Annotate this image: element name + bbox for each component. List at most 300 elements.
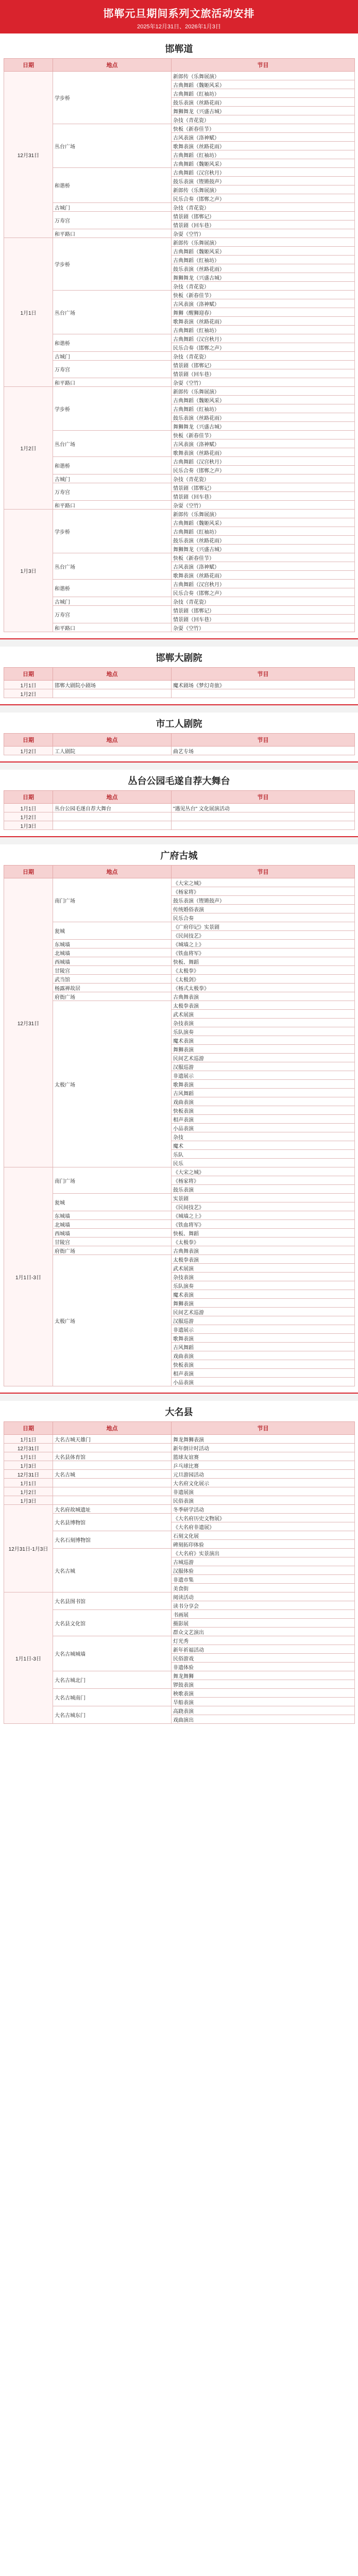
table-row [4,1211,355,1220]
program-cell: 元旦游园活动 [172,1470,355,1479]
table-row [4,975,355,984]
program-cell: 歌舞表演 [172,1080,355,1089]
venue-cell [53,1496,172,1505]
venue-cell: 丛台公园毛遂自荐大舞台 [53,804,172,812]
program-cell: 非遗展示 [172,1071,355,1080]
date-cell: 1月2日 [4,747,53,755]
table-row [4,1706,355,1715]
table-row [4,334,355,343]
program-cell: 舞狮舞龙（兴盛古城） [172,422,355,431]
date-cell: 1月2日 [4,689,53,698]
date-cell: 1月2日 [4,812,53,821]
venue-cell: 大名古城南门 [53,1689,172,1706]
program-cell: 古风表演（洛神赋） [172,299,355,308]
table-row [4,1001,355,1010]
column-header: 地点 [53,1422,172,1435]
program-cell: 锣鼓表演 [172,1680,355,1689]
program-cell: 《大宋之城》 [172,1167,355,1176]
program-cell: 古典舞蹈（汉宫秋月） [172,580,355,588]
date-cell: 1月3日 [4,1461,53,1470]
section-title: 邯郸大剧院 [0,647,358,667]
schedule-section [0,761,358,830]
program-cell: 《大宋之城》 [172,878,355,887]
venue-cell: 万寿宫 [53,361,172,378]
program-cell: 石刻文化展 [172,1531,355,1540]
program-cell: 民间艺术巡游 [172,1054,355,1062]
program-cell: 情景剧（回车巷） [172,369,355,378]
program-cell: 阅读活动 [172,1592,355,1601]
date-cell: 1月1日 [4,1479,53,1487]
program-cell: 汉服巡游 [172,1316,355,1325]
program-cell: 灯光秀 [172,1636,355,1645]
program-cell: 戏曲演出 [172,1715,355,1724]
program-cell: 鼓乐表演（铿锵鼓声） [172,177,355,185]
program-cell: 古风表演（洛神赋） [172,133,355,142]
program-cell: 《杨家将》 [172,887,355,896]
program-cell: 古典舞蹈（魏姬风采） [172,396,355,404]
program-cell: 舞狮舞龙（兴盛古城） [172,107,355,115]
table-row [4,1531,355,1540]
table-row [4,72,355,80]
table-row [4,1470,355,1479]
program-cell: 情景剧（回车巷） [172,221,355,229]
section-title: 广府古城 [0,844,358,865]
program-cell: 歌舞表演（丝路花雨） [172,142,355,150]
program-cell: 杂技（青花瓷） [172,352,355,361]
program-cell: 古典舞蹈（魏姬风采） [172,159,355,168]
program-cell: 冬季研学活动 [172,1505,355,1514]
program-cell: 《广府印记》实景剧 [172,922,355,931]
program-cell: 读书分享会 [172,1601,355,1610]
venue-cell [53,812,172,821]
venue-cell [53,1487,172,1496]
table-row [4,992,355,1001]
table-row [4,510,355,518]
date-cell: 1月1日-3日 [4,1592,53,1724]
program-cell: 新郎传（乐舞展演） [172,510,355,518]
program-cell: 碑刻拓印体验 [172,1540,355,1549]
table-row [4,1461,355,1470]
program-cell: 《铁血将军》 [172,1220,355,1229]
program-cell: "遇见丛台" 文化展演活动 [172,804,355,812]
table-row [4,1444,355,1452]
program-cell: 《大名府历史文物展》 [172,1514,355,1522]
date-cell: 12月31日 [4,72,53,238]
program-cell: 杂技 [172,1132,355,1141]
program-cell: 乐队演奏 [172,1027,355,1036]
venue-cell: 和谐桥 [53,580,172,597]
venue-cell: 大名古城天雄门 [53,1435,172,1444]
program-cell: 鼓乐表演（丝路花雨） [172,98,355,107]
program-cell: 民乐合奏（邯郸之声） [172,194,355,203]
program-cell: 古典舞蹈（汉宫秋月） [172,334,355,343]
venue-cell: 学步桥 [53,72,172,124]
table-row [4,229,355,238]
column-header: 节目 [172,791,355,804]
venue-cell: 大名古城 [53,1549,172,1592]
column-header: 节目 [172,1422,355,1435]
table-row [4,966,355,975]
program-cell: 古典舞蹈（红袖坊） [172,150,355,159]
table-row [4,984,355,992]
table-row [4,431,355,439]
venue-cell: 东城墙 [53,1211,172,1220]
program-cell: 快板、舞蹈 [172,957,355,966]
table-row [4,948,355,957]
venue-cell: 学步桥 [53,510,172,553]
program-cell: 群众文艺演出 [172,1628,355,1636]
program-cell: 武术展演 [172,1010,355,1019]
table-row [4,1452,355,1461]
date-cell: 1月1日 [4,804,53,812]
program-cell: 民间艺术巡游 [172,1308,355,1316]
table-row [4,940,355,948]
program-cell: 快板（新春佳节） [172,124,355,133]
program-cell: 新郎传（乐舞展演） [172,185,355,194]
venue-cell: 工人剧院 [53,747,172,755]
program-cell: 《太极拳》 [172,966,355,975]
schedule-section [0,1393,358,1724]
program-cell: 古城巡游 [172,1557,355,1566]
program-cell: 古典舞蹈（汉宫秋月） [172,168,355,177]
section-divider [0,638,358,647]
table-header-row [4,866,355,878]
schedule-section [0,38,358,632]
program-cell: 曲艺专场 [172,747,355,755]
venue-cell: 大名县体育馆 [53,1452,172,1461]
column-header: 日期 [4,866,53,878]
program-cell: 民俗游戏 [172,1654,355,1663]
program-cell [172,812,355,821]
program-cell: 古风舞蹈 [172,1343,355,1351]
column-header: 节目 [172,734,355,747]
table-row [4,1636,355,1645]
table-row [4,1689,355,1698]
program-cell: 古风表演（洛神赋） [172,562,355,571]
program-cell: 戏曲表演 [172,1097,355,1106]
program-cell: 杂技（青花瓷） [172,115,355,124]
program-cell: 《杨家将》 [172,1176,355,1185]
venue-cell: 杨露禅故居 [53,984,172,992]
program-cell: 小品表演 [172,1124,355,1132]
table-row [4,1229,355,1238]
program-cell: 杂技（青花瓷） [172,203,355,212]
table-header-row [4,668,355,681]
program-cell: 大名府文化展示 [172,1479,355,1487]
program-cell: 乐队演奏 [172,1281,355,1290]
table-row [4,580,355,588]
program-cell: 古典舞蹈（红袖坊） [172,256,355,264]
venue-cell: 邯郸大剧院小剧场 [53,681,172,689]
table-row [4,124,355,133]
venue-cell: 和谐桥 [53,168,172,203]
venue-cell: 甘陵宫 [53,966,172,975]
program-cell: 快板（新春佳节） [172,553,355,562]
venue-cell: 学步桥 [53,387,172,431]
program-cell: 《民间技艺》 [172,1202,355,1211]
program-cell: 乐队 [172,1150,355,1159]
program-cell: 鼓乐表演（丝路花雨） [172,536,355,545]
table-row [4,1487,355,1496]
venue-cell: 和平路口 [53,501,172,510]
table-row [4,352,355,361]
column-header: 日期 [4,59,53,72]
program-cell [172,821,355,830]
program-cell: 书画展 [172,1610,355,1619]
program-cell: 魔术剧场《梦幻奇旅》 [172,681,355,689]
program-cell: 古典舞蹈（魏姬风采） [172,80,355,89]
program-cell: 非遗展演 [172,1487,355,1496]
section-divider [0,761,358,770]
table-header-row [4,59,355,72]
table-row [4,1255,355,1264]
page-subtitle: 2025年12月31日、2026年1月3日 [137,24,221,30]
date-cell: 1月3日 [4,821,53,830]
section-title: 丛台公园毛遂自荐大舞台 [0,770,358,790]
venue-cell [53,1461,172,1470]
venue-cell: 万寿宫 [53,212,172,229]
venue-cell: 丛台广场 [53,291,172,334]
program-cell: 杂耍（空竹） [172,623,355,632]
table-row [4,1246,355,1255]
table-row [4,922,355,931]
table-row [4,203,355,212]
program-cell: 《杨式太极拳》 [172,984,355,992]
program-cell: 民乐合奏（邯郸之声） [172,343,355,352]
venue-cell: 西城墙 [53,1229,172,1238]
program-cell: 武术展演 [172,1264,355,1273]
table-row [4,689,355,698]
table-row [4,501,355,510]
schedule-section [0,638,358,698]
section-title: 邯郸道 [0,38,358,58]
program-cell: 《大名府》实景演出 [172,1549,355,1557]
table-row [4,821,355,830]
program-cell: 舞龙舞狮表演 [172,1435,355,1444]
venue-cell: 古城门 [53,352,172,361]
program-cell: 民俗表演 [172,1496,355,1505]
program-cell: 鼓乐表演（铿锵鼓声） [172,896,355,905]
venue-cell: 大名石刻博物馆 [53,1531,172,1549]
program-cell: 民乐合奏（邯郸之声） [172,466,355,474]
table-row [4,553,355,562]
schedule-table [4,790,355,830]
program-cell: 《城墙之上》 [172,940,355,948]
venue-cell: 大名古城北门 [53,1671,172,1689]
program-cell: 非遗体验 [172,1663,355,1671]
venue-cell: 大名府故城遗址 [53,1505,172,1514]
venue-cell: 丛台广场 [53,124,172,168]
venue-cell: 瓮城 [53,922,172,940]
program-cell: 新年倒计时活动 [172,1444,355,1452]
column-header: 地点 [53,866,172,878]
program-cell: 篮球友谊赛 [172,1452,355,1461]
venue-cell: 府衙广场 [53,992,172,1001]
sections-container [0,38,358,1724]
program-cell: 古典舞蹈（汉宫秋月） [172,457,355,466]
venue-cell: 大名县博物馆 [53,1514,172,1531]
table-row [4,747,355,755]
program-cell: 杂耍（空竹） [172,378,355,387]
program-cell: 相声表演 [172,1115,355,1124]
table-row [4,212,355,221]
venue-cell: 古城门 [53,474,172,483]
table-row [4,957,355,966]
date-cell: 1月1日-3日 [4,1167,53,1386]
date-cell: 1月2日 [4,1487,53,1496]
program-cell: 古典舞蹈（红袖坊） [172,326,355,334]
venue-cell: 丛台广场 [53,431,172,457]
venue-cell: 万寿宫 [53,483,172,501]
program-cell: 舞狮舞龙（兴盛古城） [172,273,355,282]
table-row [4,1435,355,1444]
table-row [4,291,355,299]
venue-cell: 大名县图书馆 [53,1592,172,1610]
program-cell: 情景剧（邯郸记） [172,361,355,369]
schedule-table [4,733,355,755]
program-cell: 鼓乐表演 [172,1185,355,1194]
program-cell: 杂耍（空竹） [172,501,355,510]
column-header: 节目 [172,866,355,878]
program-cell: 非遗展示 [172,1325,355,1334]
table-row [4,387,355,396]
program-cell: 高跷表演 [172,1706,355,1715]
venue-cell [53,689,172,698]
venue-cell: 古城门 [53,203,172,212]
section-divider [0,836,358,844]
venue-cell: 学步桥 [53,238,172,291]
column-header: 地点 [53,791,172,804]
column-header: 日期 [4,791,53,804]
venue-cell [53,821,172,830]
program-cell: 魔术表演 [172,1036,355,1045]
program-cell: 乒乓球比赛 [172,1461,355,1470]
table-row [4,474,355,483]
venue-cell: 和谐桥 [53,457,172,474]
program-cell: 新年祈福活动 [172,1645,355,1654]
program-cell: 杂耍（空竹） [172,229,355,238]
program-cell: 《铁血将军》 [172,948,355,957]
program-cell: 摄影展 [172,1619,355,1628]
venue-cell: 大名县文化馆 [53,1610,172,1636]
program-cell: 鼓乐表演（丝路花雨） [172,413,355,422]
program-cell: 古典舞蹈（红袖坊） [172,89,355,98]
venue-cell: 古城门 [53,597,172,606]
venue-cell: 武当馆 [53,975,172,984]
table-row [4,878,355,887]
table-row [4,1592,355,1601]
schedule-section [0,704,358,755]
program-cell: 相声表演 [172,1369,355,1378]
program-cell: 舞狮表演 [172,1299,355,1308]
date-cell: 12月31日 [4,878,53,1167]
column-header: 地点 [53,59,172,72]
program-cell: 《大名府非遗展》 [172,1522,355,1531]
program-cell: 歌舞表演（丝路花雨） [172,571,355,580]
schedule-table [4,865,355,1386]
program-cell: 古典舞蹈（魏姬风采） [172,518,355,527]
date-cell: 1月2日 [4,387,53,510]
venue-cell: 大名古城 [53,1470,172,1479]
venue-cell: 和平路口 [53,378,172,387]
program-cell: 歌舞表演（丝路花雨） [172,448,355,457]
program-cell: 快板表演 [172,1360,355,1369]
program-cell: 实景剧 [172,1194,355,1202]
schedule-table [4,1421,355,1724]
table-row [4,168,355,177]
program-cell: 传统婚俗表演 [172,905,355,913]
table-row [4,457,355,466]
date-cell: 1月1日 [4,1452,53,1461]
program-cell: 汉服体验 [172,1566,355,1575]
program-cell: 舞狮表演 [172,1045,355,1054]
program-cell [172,689,355,698]
venue-cell: 北城墙 [53,1220,172,1229]
table-row [4,804,355,812]
table-row [4,361,355,369]
column-header: 地点 [53,668,172,681]
date-cell: 12月31日 [4,1444,53,1452]
program-cell: 太极拳表演 [172,1255,355,1264]
program-cell: 快板、舞蹈 [172,1229,355,1238]
table-row [4,1549,355,1557]
program-cell: 民乐合奏 [172,913,355,922]
program-cell: 情景剧（回车巷） [172,615,355,623]
column-header: 节目 [172,59,355,72]
program-cell: 民乐合奏（邯郸之声） [172,588,355,597]
column-header: 日期 [4,668,53,681]
program-cell: 歌舞表演（丝路花雨） [172,317,355,326]
table-row [4,1167,355,1176]
program-cell: 新郎传（乐舞展演） [172,387,355,396]
date-cell: 1月3日 [4,1496,53,1505]
program-cell: 快板表演 [172,1106,355,1115]
table-header-row [4,1422,355,1435]
program-cell: 《太极剑》 [172,975,355,984]
venue-cell: 太极广场 [53,1255,172,1386]
program-cell: 小品表演 [172,1378,355,1386]
table-row [4,238,355,247]
program-cell: 魔术表演 [172,1290,355,1299]
table-row [4,378,355,387]
table-row [4,1479,355,1487]
program-cell: 舞龙舞狮 [172,1671,355,1680]
program-cell: 快板（新春佳节） [172,291,355,299]
venue-cell: 南门广场 [53,1167,172,1194]
program-cell: 情景剧（邯郸记） [172,483,355,492]
venue-cell: 大名古城城墙 [53,1636,172,1671]
program-cell: 美食街 [172,1584,355,1592]
program-cell: 魔术 [172,1141,355,1150]
program-cell: 杂技（青花瓷） [172,474,355,483]
date-cell: 1月1日 [4,681,53,689]
section-divider [0,704,358,713]
date-cell: 1月1日 [4,1435,53,1444]
program-cell: 情景剧（邯郸记） [172,212,355,221]
date-cell: 12月31日-1月3日 [4,1505,53,1592]
program-cell: 秧歌表演 [172,1689,355,1698]
date-cell: 1月3日 [4,510,53,632]
program-cell: 太极拳表演 [172,1001,355,1010]
section-title: 市工人剧院 [0,713,358,733]
venue-cell: 府衙广场 [53,1246,172,1255]
table-row [4,623,355,632]
table-row [4,1220,355,1229]
table-row [4,1238,355,1246]
program-cell: 舞狮（醒狮迎春） [172,308,355,317]
program-cell: 古风表演（洛神赋） [172,439,355,448]
program-cell: 情景剧（邯郸记） [172,606,355,615]
